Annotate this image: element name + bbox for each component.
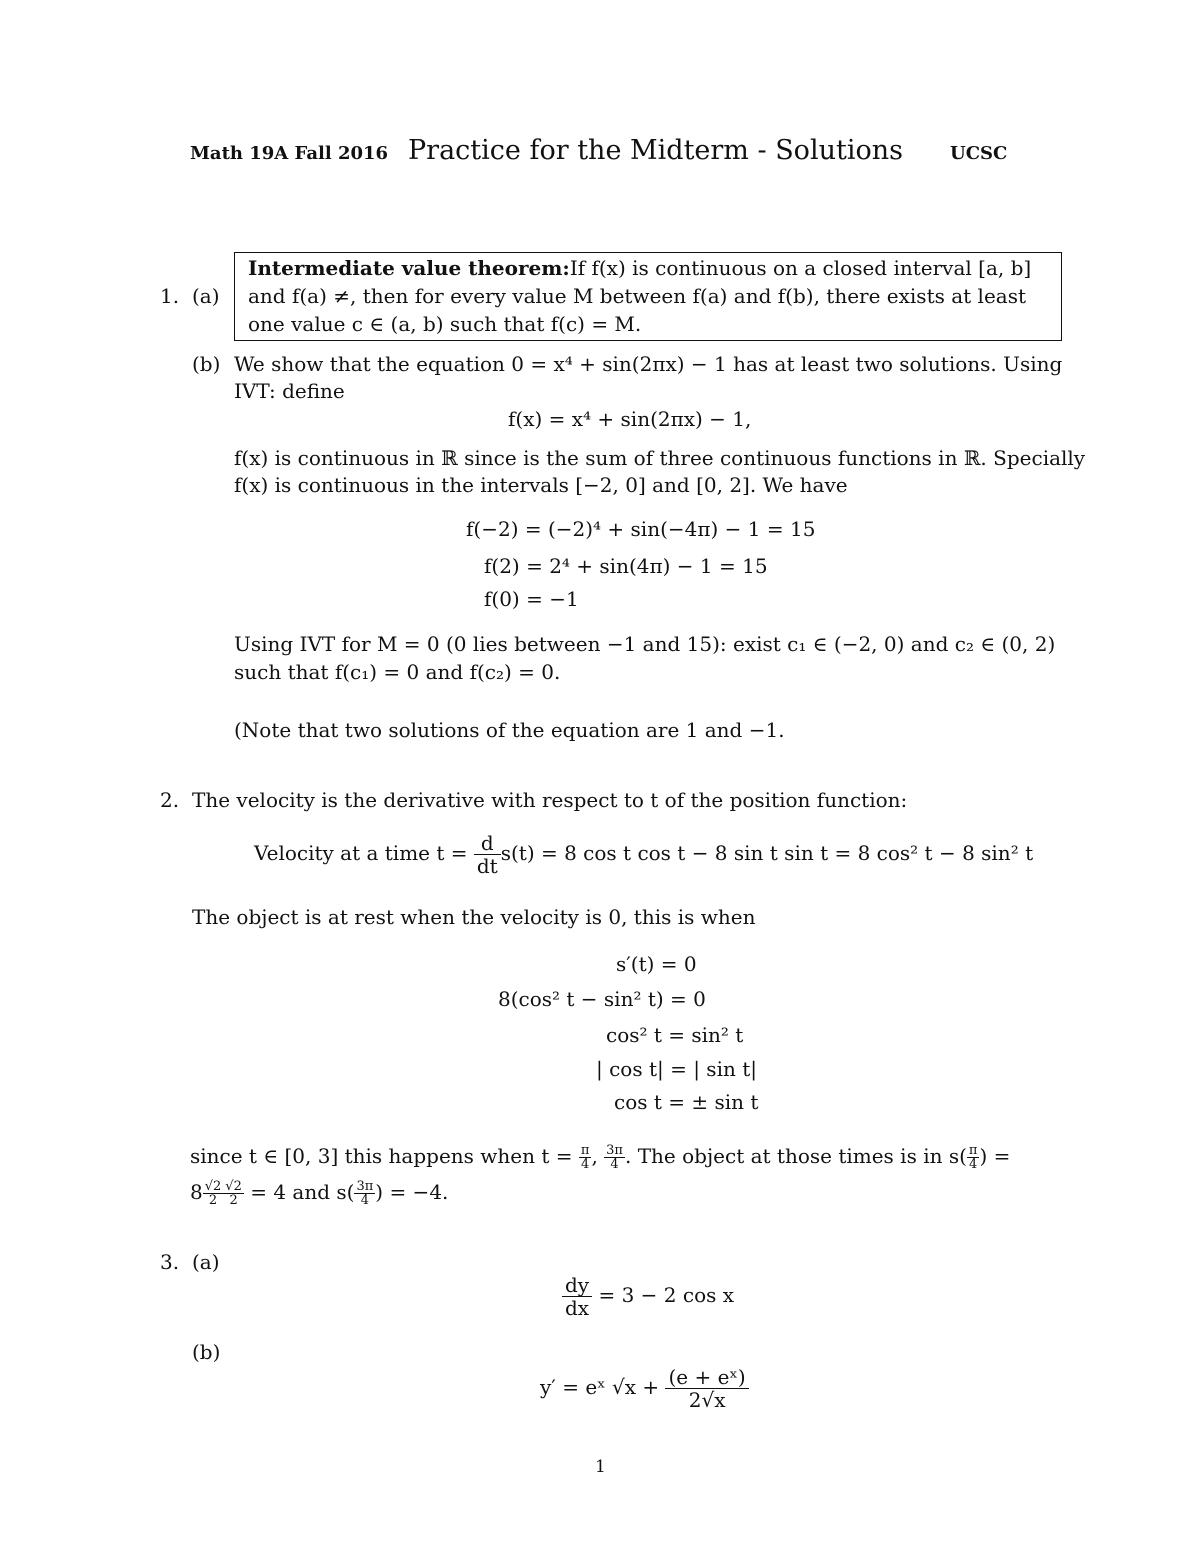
derivative-fraction [474,832,501,877]
pi-over-4-den: 4 [581,1157,590,1172]
three-pi-over-4-num: 3π [606,1143,623,1158]
problem-1a-label: (a) [192,284,220,308]
problem-1b-line-4: f(x) is continuous in the intervals [−2, 0] and [0, 2]. We have [234,473,848,497]
problem-3b-denominator: 2√x [688,1388,726,1412]
problem-1b-line-3: f(x) is continuous in ℝ since is the sum of three continuous functions in ℝ. Specially [234,446,1086,470]
problem-1b-line-2: IVT: define [234,379,345,403]
s-pi-over-4-fraction [967,1144,980,1171]
velocity-prefix: Velocity at a time t = [254,841,468,865]
dy: dy [562,1274,592,1297]
problem-2-last-line [190,1178,448,1207]
problem-3b-label: (b) [192,1340,221,1364]
s-pi-over-4-num: π [968,1143,978,1158]
problem-1-number: 1. [160,284,180,308]
velocity-equation [254,832,1033,877]
course-label: Math 19A Fall 2016 [190,143,389,164]
problem-1b-line-6: such that f(c₁) = 0 and f(c₂) = 0. [234,660,561,684]
eight: 8 [190,1180,203,1204]
derivative-denominator: dt [476,854,498,878]
problem-1b-note: (Note that two solutions of the equation are 1 and −1. [234,718,785,742]
root2-b-den: 2 [229,1193,238,1208]
theorem-line-1 [248,256,1031,280]
problem-2-line-2: The object is at rest when the velocity is 0, this is when [192,905,756,929]
school-label: UCSC [950,143,1008,164]
problem-1b-line-5: Using IVT for M = 0 (0 lies between −1 and 15): exist c₁ ∈ (−2, 0) and c₂ ∈ (0, 2) [234,632,1056,656]
problem-3a-equation [562,1274,734,1319]
problem-2-line-1: The velocity is the derivative with respect to t of the position function: [192,788,908,812]
root2-a-num: √2 [204,1179,222,1194]
equals-text: ) = [979,1144,1011,1168]
three-pi-over-4-b [354,1180,375,1207]
problem-3b-lhs: y′ = eˣ √x + [540,1375,660,1399]
three-pi-b-num: 3π [356,1179,374,1194]
three-pi-over-4-den: 4 [610,1157,619,1172]
dx: dx [565,1296,590,1320]
page-title: Practice for the Midterm - Solutions [408,135,903,166]
problem-2-number: 2. [160,788,180,812]
last-text-a: = 4 and s( [250,1180,355,1204]
problem-3-number: 3. [160,1250,180,1274]
problem-3a-label: (a) [192,1250,220,1274]
object-text: . The object at those times is in s( [624,1144,967,1168]
velocity-rest: s(t) = 8 cos t cos t − 8 sin t sin t = 8 cos² t − 8 sin² t [500,841,1034,865]
problem-3a-rhs: = 3 − 2 cos x [598,1283,735,1307]
s-pi-over-4-den: 4 [969,1157,978,1172]
problem-2-since-line: since t ∈ [0, 3] this happens when t = $\frac{\pi}{4}$ , $\frac{3\pi}{4}$ . The object at those times is in s( $\frac{\pi}{4}$ ) = [190,1143,1011,1172]
equation-f-minus-2: f(−2) = (−2)⁴ + sin(−4π) − 1 = 15 [466,517,816,541]
since-text: since t ∈ [0, 3] this happens when t = [190,1144,573,1168]
problem-3b-fraction [665,1366,748,1411]
root2-over-2-a [203,1180,224,1207]
problem-1b-label: (b) [192,352,221,376]
equation-define-f: f(x) = x⁴ + sin(2πx) − 1, [508,407,752,431]
three-pi-b-den: 4 [360,1193,369,1208]
theorem-box [234,252,1062,341]
pi-over-4-fraction [579,1144,592,1171]
rest-equation-1: s′(t) = 0 [616,952,697,976]
pi-over-4-num: π [580,1143,590,1158]
problem-3b-numerator: (e + eˣ) [665,1366,748,1389]
page-number: 1 [595,1457,606,1477]
equation-f-2: f(2) = 2⁴ + sin(4π) − 1 = 15 [484,554,768,578]
rest-equation-3: cos² t = sin² t [606,1023,744,1047]
theorem-line-2: and f(a) ≠, then for every value M between f(a) and f(b), there exists at least [248,284,1026,308]
last-text-b: ) = −4. [375,1180,449,1204]
equation-f-0: f(0) = −1 [484,587,579,611]
three-pi-over-4-fraction [604,1144,625,1171]
rest-equation-4: | cos t| = | sin t| [596,1057,757,1081]
rest-equation-5: cos t = ± sin t [614,1090,759,1114]
theorem-name: Intermediate value theorem: [248,256,570,280]
root2-over-2-b [223,1180,244,1207]
theorem-line-3: one value c ∈ (a, b) such that f(c) = M. [248,312,642,336]
root2-b-num: √2 [225,1179,242,1194]
derivative-numerator: d [474,832,501,855]
theorem-text-1: If f(x) is continuous on a closed interval [a, b] [569,256,1032,280]
rest-equation-2: 8(cos² t − sin² t) = 0 [498,987,706,1011]
problem-1b-line-1: We show that the equation 0 = x⁴ + sin(2πx) − 1 has at least two solutions. Using [234,352,1063,376]
dy-dx-fraction [562,1274,592,1319]
problem-3b-equation [540,1366,749,1411]
root2-a-den: 2 [208,1193,218,1208]
